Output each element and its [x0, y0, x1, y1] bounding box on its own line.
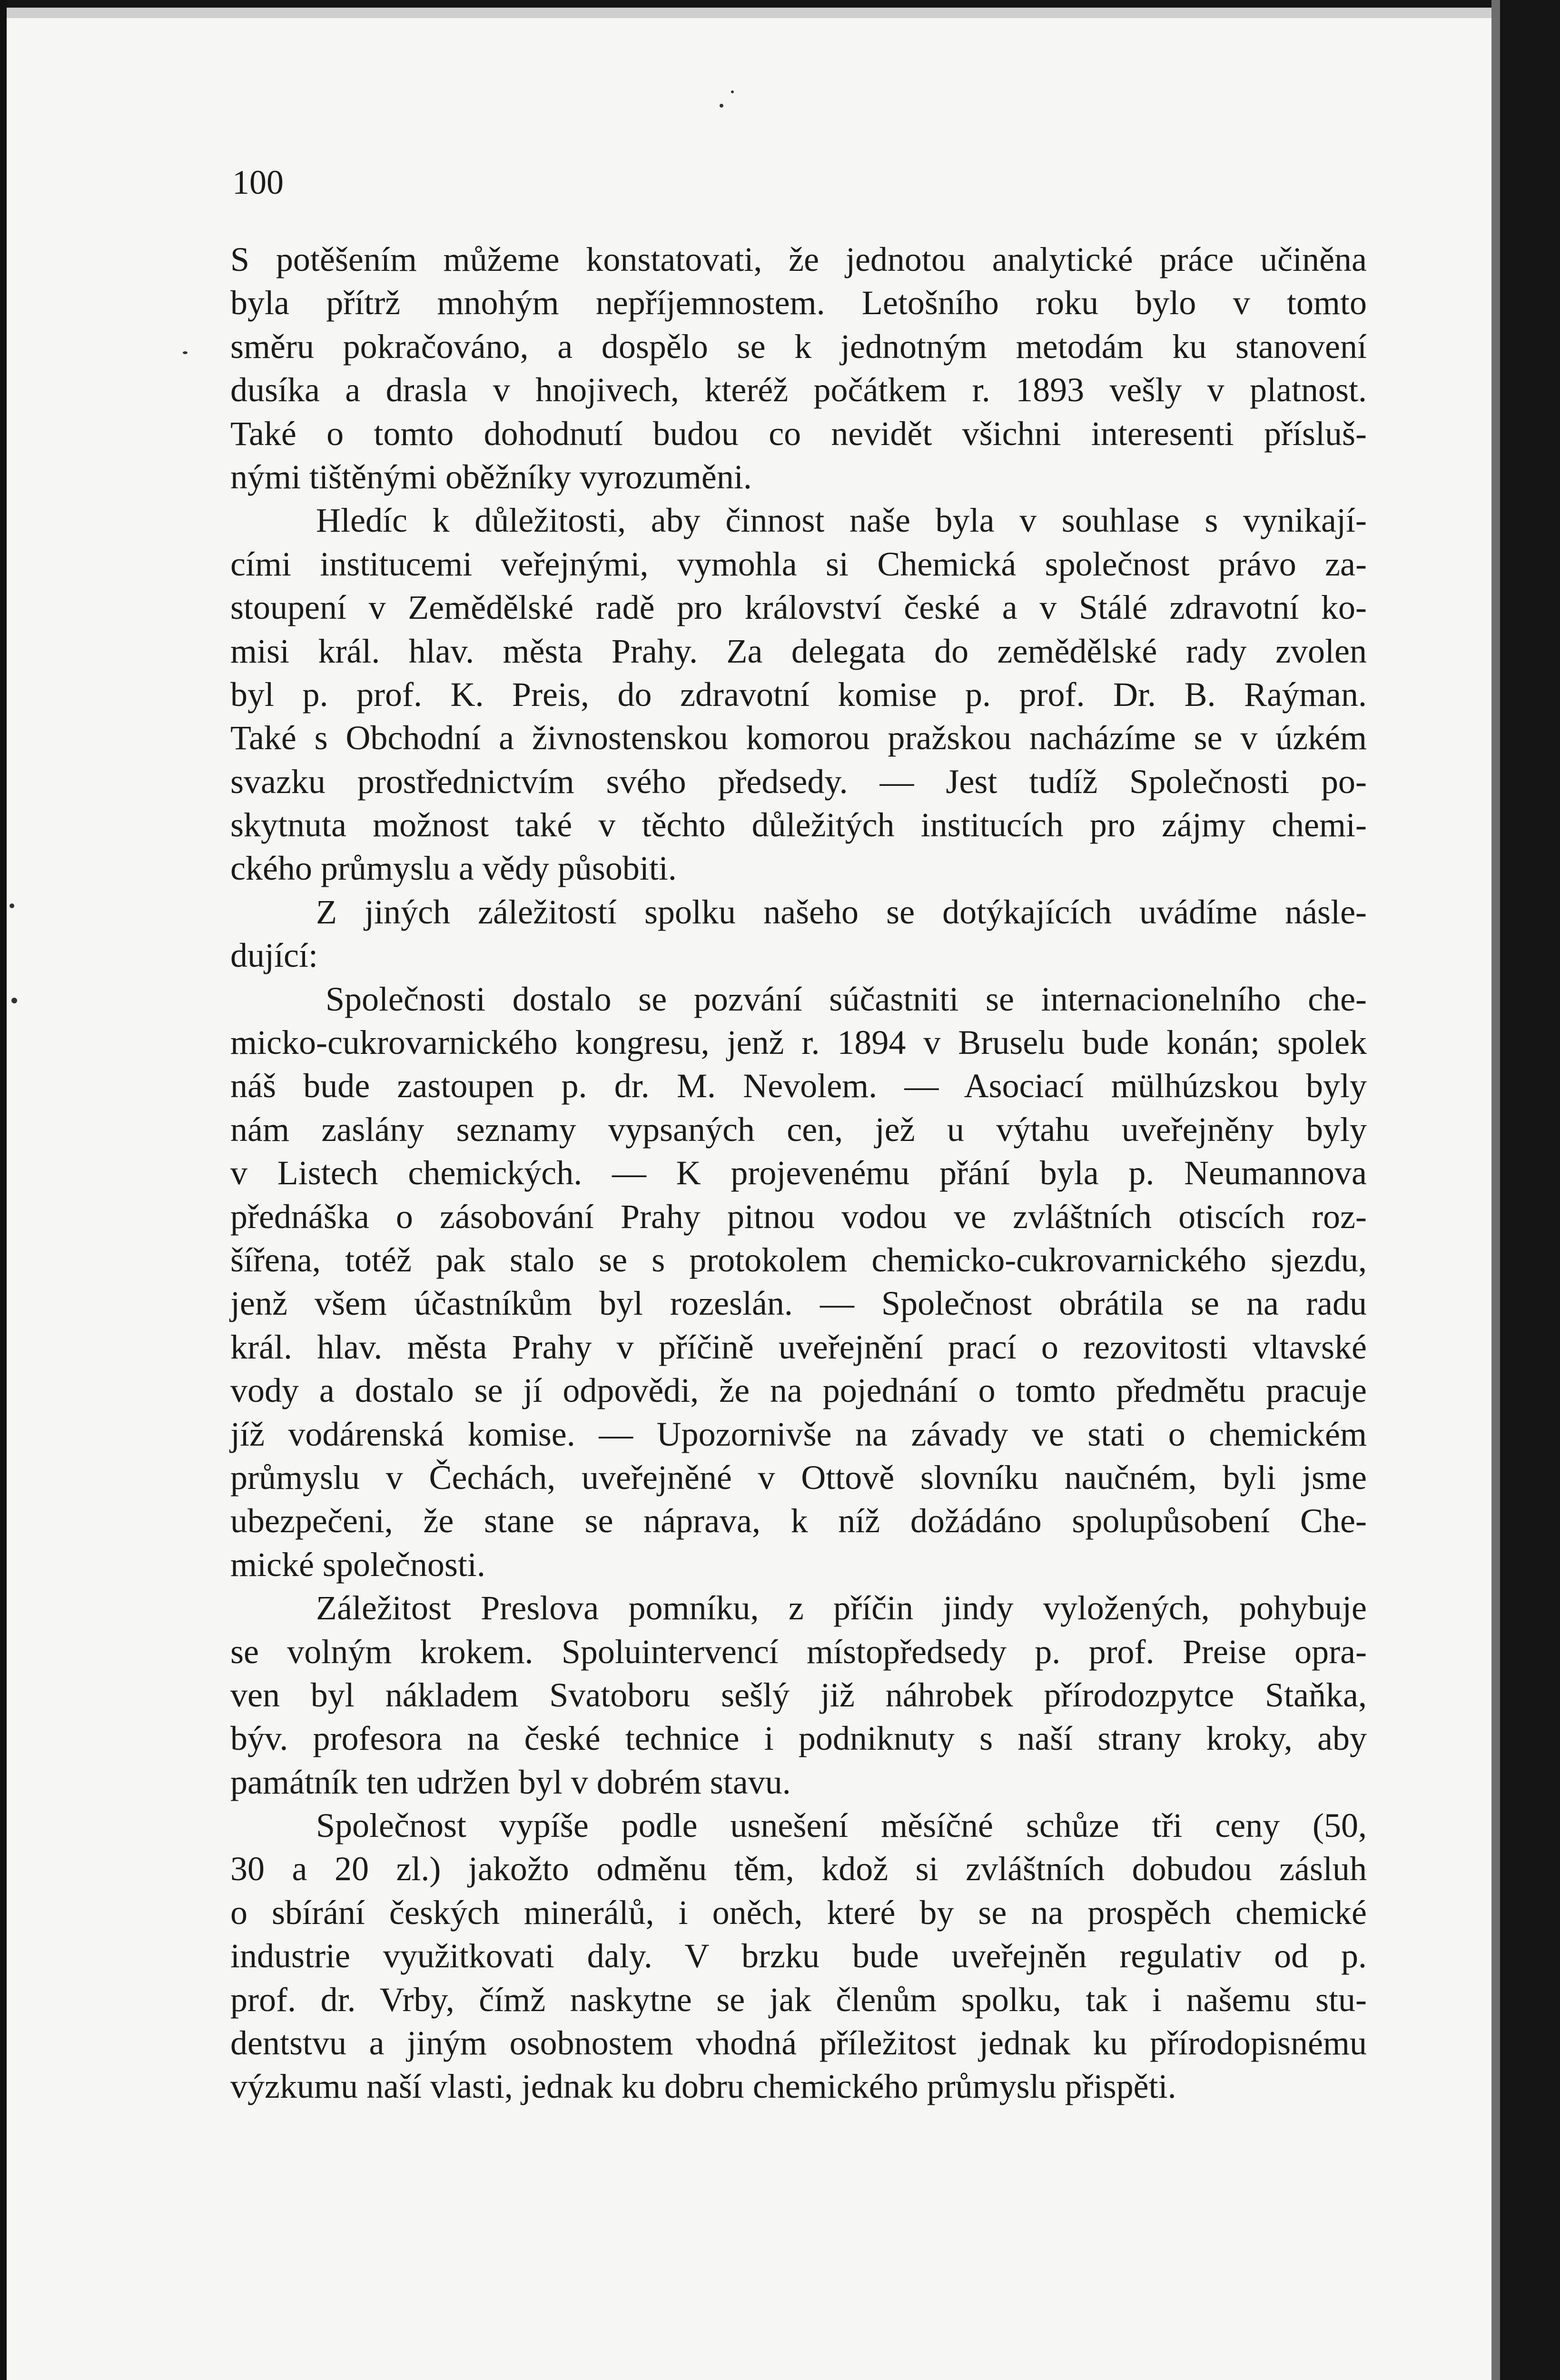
- text-line: prof. dr. Vrby, čímž naskytne se jak členům spolku, tak i našemu stu-: [230, 1980, 1367, 2019]
- text-line: stoupení v Zemědělské radě pro království české a v Stálé zdravotní ko-: [230, 588, 1367, 627]
- text-line: Také o tomto dohodnutí budou co nevidět všichni interesenti přísluš-: [230, 414, 1367, 453]
- text-line: industrie využitkovati daly. V brzku bude uveřejněn regulativ od p.: [230, 1937, 1367, 1975]
- scan-border-right-shadow: [1491, 0, 1500, 2380]
- text-line: 30 a 20 zl.) jakožto odměnu těm, kdož si zvláštních dobudou zásluh: [230, 1850, 1367, 1888]
- text-line: výzkumu naší vlasti, jednak ku dobru chemického průmyslu přispěti.: [230, 2067, 1176, 2106]
- text-line: Společnost vypíše podle usnešení měsíčné schůze tři ceny (50,: [316, 1806, 1367, 1845]
- text-line: nám zaslány seznamy vypsaných cen, jež u výtahu uveřejněny byly: [230, 1110, 1367, 1149]
- text-line: byla přítrž mnohým nepříjemnostem. Letošního roku bylo v tomto: [230, 284, 1367, 322]
- scan-border-right: [1500, 0, 1560, 2380]
- text-line: v Listech chemických. — K projevenému přání byla p. Neumannova: [230, 1154, 1367, 1192]
- text-line: svazku prostřednictvím svého předsedy. — Jest tudíž Společnosti po-: [230, 762, 1367, 801]
- scan-speck: [10, 903, 14, 908]
- text-line: skytnuta možnost také v těchto důležitých institucích pro zájmy chemi-: [230, 806, 1367, 844]
- text-line: král. hlav. města Prahy v příčině uveřejnění prací o rezovitosti vltavské: [230, 1328, 1367, 1366]
- text-line: ckého průmyslu a vědy působiti.: [230, 849, 677, 888]
- text-line: přednáška o zásobování Prahy pitnou vodou ve zvláštních otiscích roz-: [230, 1197, 1367, 1236]
- page-number: 100: [232, 163, 284, 201]
- text-line: Společnosti dostalo se pozvání súčastniti se internacionelního che-: [326, 980, 1367, 1018]
- text-line: náš bude zastoupen p. dr. M. Nevolem. — Asociací mülhúzskou byly: [230, 1067, 1367, 1105]
- text-line: Z jiných záležitostí spolku našeho se dotýkajících uvádíme násle-: [316, 892, 1367, 931]
- text-line: misi král. hlav. města Prahy. Za delegata do zemědělské rady zvolen: [230, 632, 1367, 670]
- text-line: jenž všem účastníkům byl rozeslán. — Společnost obrátila se na radu: [230, 1284, 1367, 1323]
- text-line: průmyslu v Čechách, uveřejněné v Ottově slovníku naučném, byli jsme: [230, 1458, 1367, 1497]
- scan-border-left: [0, 0, 7, 2380]
- body-text: [230, 238, 1367, 2109]
- text-line: ven byl nákladem Svatoboru sešlý již náhrobek přírodozpytce Staňka,: [230, 1676, 1367, 1714]
- text-line: dusíka a drasla v hnojivech, kteréž počátkem r. 1893 vešly v platnost.: [230, 371, 1367, 409]
- text-line: dující:: [230, 936, 318, 975]
- text-line: micko-cukrovarnického kongresu, jenž r. 1894 v Bruselu bude konán; spolek: [230, 1023, 1367, 1062]
- text-line: ubezpečeni, že stane se náprava, k níž dožádáno spolupůsobení Che-: [230, 1502, 1367, 1540]
- text-line: směru pokračováno, a dospělo se k jednotným metodám ku stanovení: [230, 327, 1367, 366]
- scan-border-top-shadow: [0, 8, 1494, 18]
- text-line: byl p. prof. K. Preis, do zdravotní komise p. prof. Dr. B. Raýman.: [230, 675, 1367, 714]
- text-line: vody a dostalo se jí odpovědi, že na pojednání o tomto předmětu pracuje: [230, 1371, 1367, 1410]
- scan-border-top: [0, 0, 1504, 8]
- text-line: se volným krokem. Spoluintervencí místopředsedy p. prof. Preise opra-: [230, 1632, 1367, 1671]
- scan-speck: [720, 104, 723, 108]
- text-line: jíž vodárenská komise. — Upozornivše na závady ve stati o chemickém: [230, 1415, 1367, 1453]
- text-line: Také s Obchodní a živnostenskou komorou pražskou nacházíme se v úzkém: [230, 719, 1367, 757]
- text-line: Hledíc k důležitosti, aby činnost naše byla v souhlase s vynikají-: [316, 501, 1367, 540]
- text-line: nými tištěnými oběžníky vyrozuměni.: [230, 457, 752, 496]
- text-line: památník ten udržen byl v dobrém stavu.: [230, 1763, 791, 1801]
- text-line: cími institucemi veřejnými, vymohla si Chemická společnost právo za-: [230, 545, 1367, 583]
- text-line: mické společnosti.: [230, 1545, 485, 1584]
- text-line: o sbírání českých minerálů, i oněch, které by se na prospěch chemické: [230, 1893, 1367, 1932]
- text-line: býv. profesora na české technice i podniknuty s naší strany kroky, aby: [230, 1719, 1367, 1758]
- text-line: S potěšením můžeme konstatovati, že jednotou analytické práce učiněna: [230, 240, 1367, 278]
- text-line: dentstvu a jiným osobnostem vhodná příležitost jednak ku přírodopisnému: [230, 2024, 1367, 2063]
- text-line: šířena, totéž pak stalo se s protokolem chemicko-cukrovarnického sjezdu,: [230, 1240, 1367, 1279]
- scan-speck: [183, 351, 188, 354]
- scan-speck: [11, 998, 17, 1003]
- text-line: Záležitost Preslova pomníku, z příčin jindy vyložených, pohybuje: [316, 1589, 1367, 1627]
- scan-speck: [731, 90, 734, 93]
